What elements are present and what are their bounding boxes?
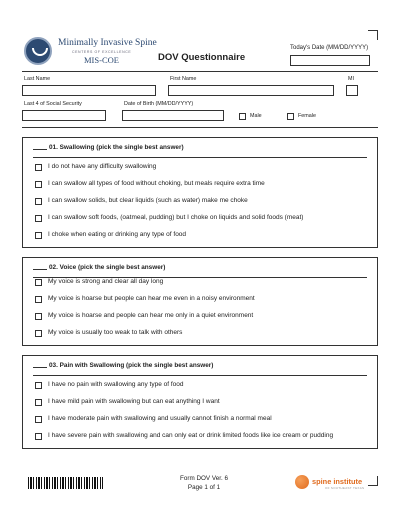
last-name-field[interactable] — [22, 85, 156, 96]
female-label: Female — [298, 113, 316, 119]
option-checkbox[interactable] — [35, 416, 42, 423]
patient-divider — [22, 127, 378, 128]
logo-subtitle: CENTERS OF EXCELLENCE — [72, 50, 132, 54]
todays-date-label: Today's Date (MM/DD/YYYY) — [290, 45, 369, 51]
option-checkbox[interactable] — [35, 399, 42, 406]
section-title: 02. Voice (pick the single best answer) — [33, 264, 165, 271]
section-title: 01. Swallowing (pick the single best answer) — [33, 144, 184, 151]
option-label: My voice is hoarse and people can hear me only in a quiet environment — [48, 312, 254, 319]
mi-label: MI — [348, 76, 354, 82]
option-checkbox[interactable] — [35, 181, 42, 188]
score-blank — [33, 367, 47, 368]
ssn-label: Last 4 of Social Security — [24, 101, 82, 107]
spine-institute-logo — [295, 473, 375, 495]
dob-label: Date of Birth (MM/DD/YYYY) — [124, 101, 194, 107]
option-label: My voice is usually too weak to talk with others — [48, 329, 183, 336]
header-divider — [22, 71, 378, 72]
section-rule — [33, 157, 367, 158]
option-label: My voice is hoarse but people can hear me even in a noisy environment — [48, 295, 255, 302]
option-checkbox[interactable] — [35, 330, 42, 337]
footer-logo-name: spine institute — [312, 477, 363, 486]
option-checkbox[interactable] — [35, 198, 42, 205]
male-label: Male — [250, 113, 262, 119]
crop-mark-top-right — [368, 30, 378, 40]
option-checkbox[interactable] — [35, 433, 42, 440]
option-label: My voice is strong and clear all day long — [48, 278, 164, 285]
mis-coe-logo — [24, 37, 174, 69]
ssn-field[interactable] — [22, 110, 106, 121]
mi-field[interactable] — [346, 85, 358, 96]
option-checkbox[interactable] — [35, 232, 42, 239]
male-checkbox[interactable] — [239, 113, 246, 120]
dob-field[interactable] — [122, 110, 224, 121]
footer-logo-tagline: OF SOUTHEAST TEXAS — [325, 486, 365, 490]
option-label: I have severe pain with swallowing and can only eat or drink limited foods like ice cream or pudding — [48, 432, 334, 439]
section-pain-swallowing — [22, 355, 378, 449]
option-checkbox[interactable] — [35, 215, 42, 222]
section-title: 03. Pain with Swallowing (pick the single best answer) — [33, 362, 213, 369]
option-label: I can swallow soft foods, (oatmeal, pudding) but I choke on liquids and solid foods (meat) — [48, 214, 304, 221]
option-label: I do not have any difficulty swallowing — [48, 163, 157, 170]
section-rule — [33, 375, 367, 376]
option-label: I choke when eating or drinking any type of food — [48, 231, 187, 238]
option-checkbox[interactable] — [35, 164, 42, 171]
section-voice — [22, 257, 378, 346]
option-label: I have mild pain with swallowing but can eat anything I want — [48, 398, 220, 405]
option-label: I can swallow all types of food without choking, but meals require extra time — [48, 180, 265, 187]
page-title: DOV Questionnaire — [158, 52, 246, 63]
score-blank — [33, 149, 47, 150]
option-checkbox[interactable] — [35, 382, 42, 389]
score-blank — [33, 269, 47, 270]
section-swallowing — [22, 137, 378, 248]
option-checkbox[interactable] — [35, 296, 42, 303]
option-label: I have moderate pain with swallowing and usually cannot finish a normal meal — [48, 415, 272, 422]
female-checkbox[interactable] — [287, 113, 294, 120]
logo-code: MIS-COE — [84, 55, 119, 65]
first-name-label: First Name — [170, 76, 197, 82]
first-name-field[interactable] — [168, 85, 334, 96]
logo-name: Minimally Invasive Spine — [58, 38, 157, 48]
spine-institute-mark-icon — [295, 475, 309, 489]
option-label: I have no pain with swallowing any type of food — [48, 381, 184, 388]
spine-emblem-icon — [24, 37, 52, 65]
todays-date-field[interactable] — [290, 55, 370, 66]
page-number: Page 1 of 1 — [187, 484, 221, 491]
option-checkbox[interactable] — [35, 313, 42, 320]
form-version: Form DOV Ver. 6 — [180, 475, 228, 482]
option-checkbox[interactable] — [35, 279, 42, 286]
last-name-label: Last Name — [24, 76, 51, 82]
barcode — [28, 477, 103, 489]
option-label: I can swallow solids, but clear liquids (such as water) make me choke — [48, 197, 248, 204]
